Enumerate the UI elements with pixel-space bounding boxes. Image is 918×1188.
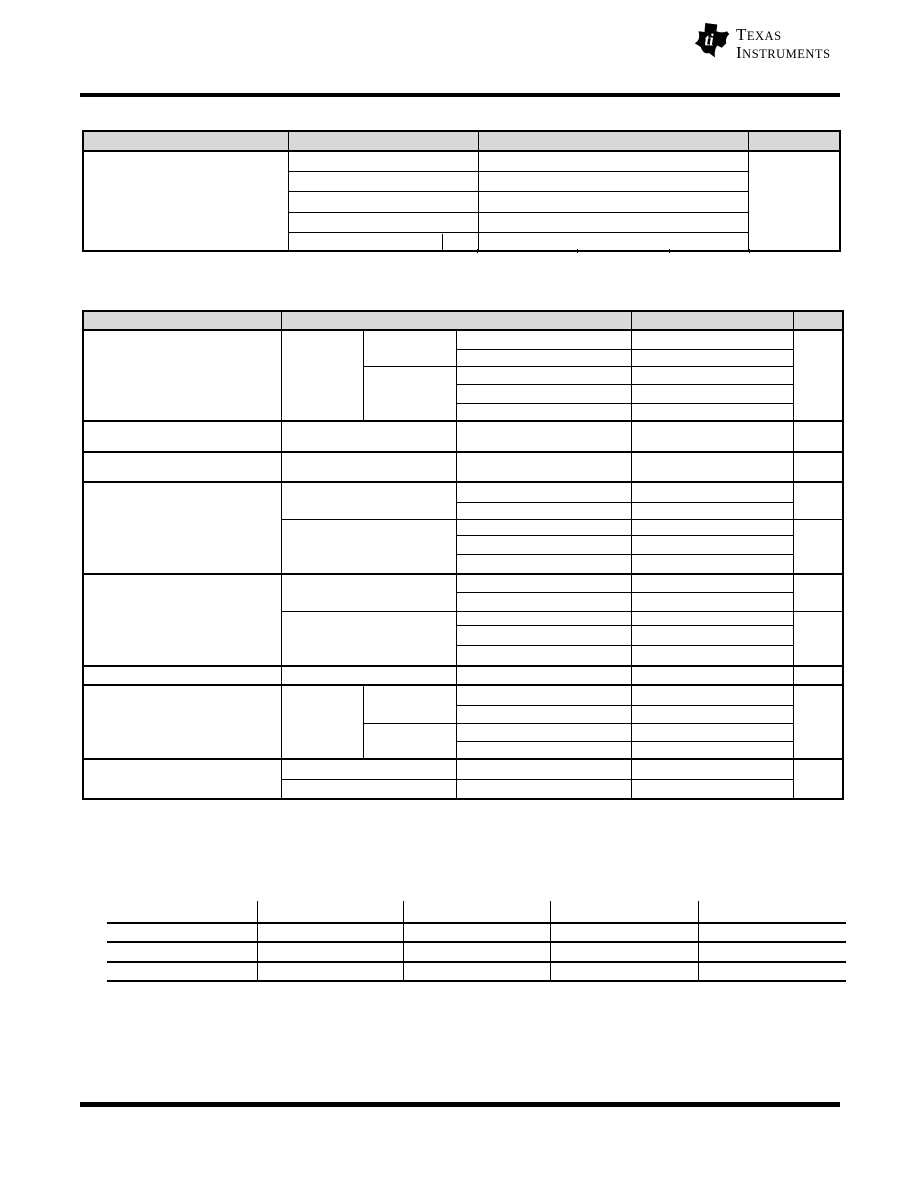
table-cell xyxy=(456,723,631,741)
table-cell xyxy=(478,232,748,251)
table-cell xyxy=(456,574,631,592)
table-cell xyxy=(631,611,793,625)
table-cell xyxy=(478,191,748,212)
table-cell xyxy=(631,592,793,611)
page-top-rule xyxy=(80,93,840,97)
table-cell xyxy=(456,554,631,574)
header-cell xyxy=(281,311,631,330)
table-cell xyxy=(83,574,281,666)
table-cell xyxy=(281,779,456,799)
table-row xyxy=(83,151,840,171)
table-cell xyxy=(83,421,281,452)
table-row xyxy=(83,666,843,685)
table-cell xyxy=(478,171,748,191)
table-cell xyxy=(83,330,281,421)
table-cell xyxy=(456,779,631,799)
table-cell xyxy=(456,452,631,482)
table-grid-line xyxy=(698,901,699,980)
header-cell xyxy=(83,311,281,330)
table-cell xyxy=(631,741,793,759)
table-cell xyxy=(631,685,793,705)
table-cell xyxy=(456,611,631,625)
table-cell xyxy=(793,666,843,685)
table-cell xyxy=(631,421,793,452)
table-grid-line xyxy=(550,901,551,980)
texas-instruments-logo xyxy=(694,22,840,62)
table-cell xyxy=(631,535,793,554)
table-cell xyxy=(456,685,631,705)
clipped-table-line xyxy=(442,234,443,252)
table-cell xyxy=(456,482,631,502)
table-cell xyxy=(288,212,478,232)
table-cell xyxy=(793,452,843,482)
logo-wordmark xyxy=(736,26,840,62)
table-cell xyxy=(288,232,478,251)
table-cell xyxy=(83,452,281,482)
table-cell xyxy=(281,685,363,759)
table-row xyxy=(83,759,843,779)
table-cell xyxy=(456,535,631,554)
table-cell xyxy=(363,330,456,366)
table-cell xyxy=(631,759,793,779)
table-cell xyxy=(456,645,631,666)
table-cell xyxy=(281,519,456,574)
table-cell xyxy=(288,151,478,171)
table-cell xyxy=(456,625,631,645)
table-cell xyxy=(748,151,840,251)
table-header-row xyxy=(83,131,840,151)
table-cell xyxy=(281,482,456,519)
table-cell xyxy=(631,366,793,384)
table-cell xyxy=(631,482,793,502)
table-cell xyxy=(456,330,631,349)
table-cell xyxy=(631,403,793,421)
header-cell xyxy=(478,131,748,151)
table-cell xyxy=(793,759,843,799)
table-cell xyxy=(456,741,631,759)
table-cell xyxy=(631,554,793,574)
header-cell xyxy=(83,131,288,151)
table-grid-line xyxy=(107,922,846,924)
table-cell xyxy=(793,685,843,759)
table-cell xyxy=(83,666,281,685)
table-cell xyxy=(456,592,631,611)
table-cell xyxy=(793,482,843,519)
table-cell xyxy=(631,645,793,666)
clipped-table-line xyxy=(749,249,750,253)
table-cell xyxy=(793,574,843,611)
table-cell xyxy=(456,366,631,384)
table-cell xyxy=(456,705,631,723)
table-cell xyxy=(631,625,793,645)
table-row xyxy=(83,685,843,705)
table-cell xyxy=(456,502,631,519)
table-cell xyxy=(281,574,456,611)
table-cell xyxy=(793,519,843,574)
table-row xyxy=(83,452,843,482)
table-cell xyxy=(456,519,631,535)
table-cell xyxy=(631,666,793,685)
table-header-row xyxy=(83,311,843,330)
table-row xyxy=(83,330,843,349)
table-cell xyxy=(631,705,793,723)
table-cell xyxy=(793,421,843,452)
table-grid-line xyxy=(107,941,846,943)
table-cell xyxy=(478,151,748,171)
clipped-table-line xyxy=(477,249,478,253)
header-cell xyxy=(288,131,478,151)
table-cell xyxy=(363,723,456,759)
table-cell xyxy=(281,421,456,452)
table-cell xyxy=(456,421,631,452)
table-cell xyxy=(793,330,843,421)
clipped-table-line xyxy=(669,249,670,253)
table-cell xyxy=(83,482,281,574)
table-cell xyxy=(456,666,631,685)
table-cell xyxy=(363,685,456,723)
table-grid-line xyxy=(403,901,404,980)
table-cell xyxy=(83,685,281,759)
table-cell xyxy=(281,452,456,482)
table-grid-line xyxy=(107,961,846,963)
table-cell xyxy=(456,384,631,403)
header-cell xyxy=(631,311,793,330)
svg-text:ti: ti xyxy=(704,30,714,50)
table-cell xyxy=(83,759,281,799)
clipped-table-line xyxy=(577,249,578,253)
table-cell xyxy=(631,349,793,366)
table-cell xyxy=(631,502,793,519)
page-bottom-rule xyxy=(80,1102,840,1107)
table-cell xyxy=(456,403,631,421)
table-grid-line xyxy=(257,901,258,980)
header-cell xyxy=(793,311,843,330)
logo-line-instruments: INSTRUMENTS xyxy=(736,43,831,62)
top-parameter-table xyxy=(82,130,841,252)
table-cell xyxy=(281,330,363,421)
table-cell xyxy=(363,366,456,421)
table-cell xyxy=(631,519,793,535)
header-cell xyxy=(748,131,840,151)
table-cell xyxy=(631,723,793,741)
table-cell xyxy=(793,611,843,666)
table-cell xyxy=(478,212,748,232)
table-cell xyxy=(631,779,793,799)
table-row xyxy=(83,482,843,502)
table-cell xyxy=(456,759,631,779)
table-cell xyxy=(288,191,478,212)
table-cell xyxy=(631,330,793,349)
table-cell xyxy=(83,151,288,251)
table-cell xyxy=(281,759,456,779)
table-cell xyxy=(281,666,456,685)
table-cell xyxy=(631,452,793,482)
table-cell xyxy=(288,171,478,191)
table-cell xyxy=(631,574,793,592)
table-grid-line xyxy=(107,980,846,982)
logo-line-texas: TEXAS xyxy=(736,25,782,44)
table-cell xyxy=(281,611,456,666)
table-row xyxy=(83,574,843,592)
table-cell xyxy=(456,349,631,366)
table-cell xyxy=(631,384,793,403)
ti-texas-map-icon xyxy=(694,22,730,60)
table-row xyxy=(83,421,843,452)
main-parameter-table xyxy=(82,310,844,800)
